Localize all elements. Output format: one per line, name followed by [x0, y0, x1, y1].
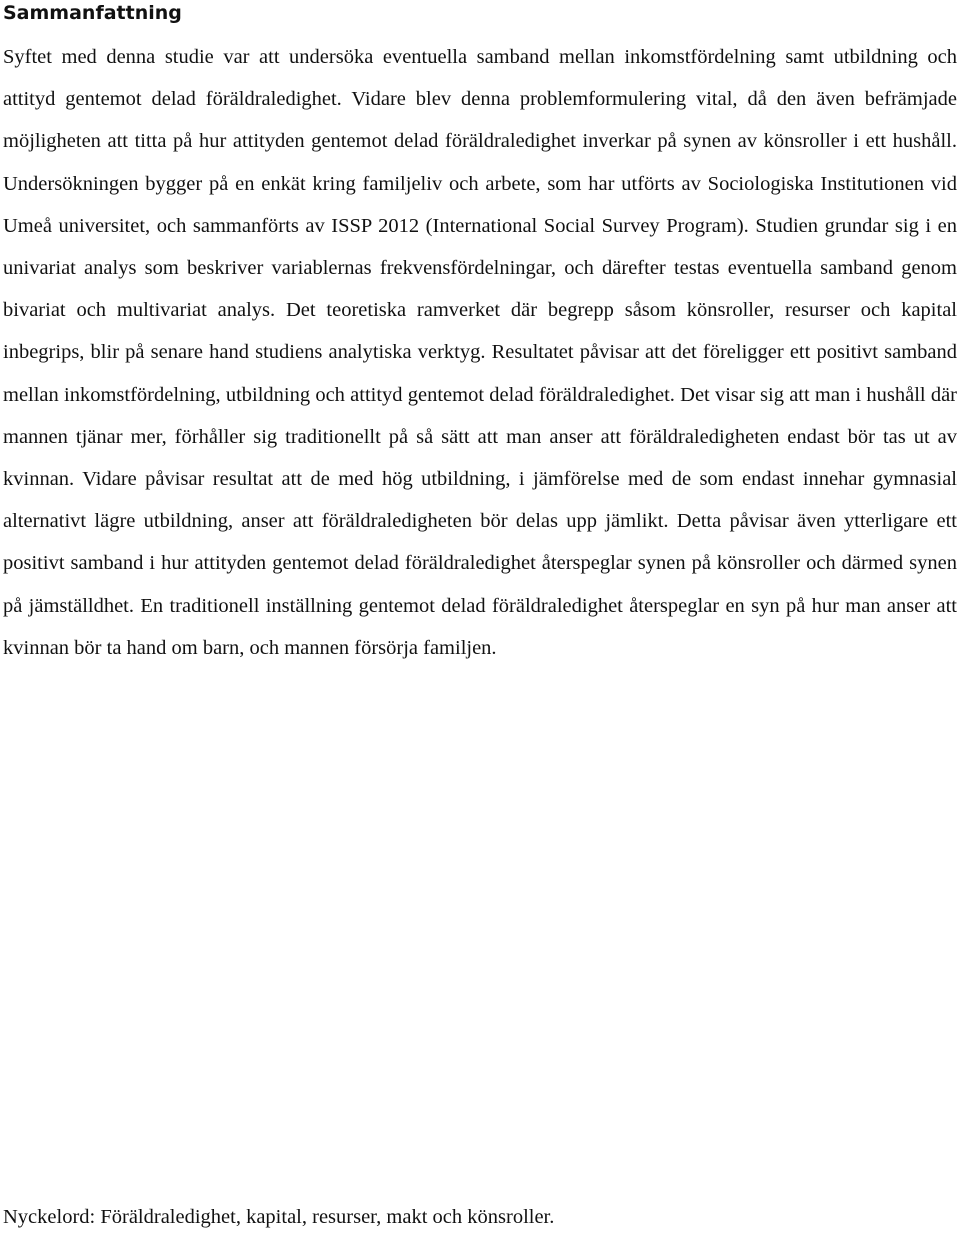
abstract-paragraph: Syftet med denna studie var att undersöka eventuella samband mellan inkomstfördelning samt utbildning och attityd gentemot delad föräldraledighet. Vidare blev denna problemformulering vital, då den även befrämjade möjligheten att titta på hur attityden gentemot delad föräldraledighet inverkar på synen av könsroller i ett hushåll. Undersökningen bygger på en enkät kring familjeliv och arbete, som har utförts av Sociologiska Institutionen vid Umeå universitet, och sammanförts av ISSP 2012 (International Social Survey Program). Studien grundar sig i en univariat analys som beskriver variablernas frekvensfördelningar, och därefter testas eventuella samband genom bivariat och multivariat analys. Det teoretiska ramverket där begrepp såsom könsroller, resurser och kapital inbegrips, blir på senare hand studiens analytiska verktyg. Resultatet påvisar att det föreligger ett positivt samband mellan inkomstfördelning, utbildning och attityd gentemot delad föräldraledighet. Det visar sig att man i hushåll där mannen tjänar mer, förhåller sig traditionellt på så sätt att man anser att föräldraledigheten endast bör tas ut av kvinnan. Vidare påvisar resultat att de med hög utbildning, i jämförelse med de som endast innehar gymnasial alternativt lägre utbildning, anser att föräldraledigheten bör delas upp jämlikt. Detta påvisar även ytterligare ett positivt samband i hur attityden gentemot delad föräldraledighet återspeglar synen på könsroller och därmed synen på jämställdhet. En traditionell inställning gentemot delad föräldraledighet återspeglar en syn på hur man anser att kvinnan bör ta hand om barn, och mannen försörja familjen. [3, 46, 957, 659]
section-heading: Sammanfattning [3, 2, 182, 24]
keywords-line: Nyckelord: Föräldraledighet, kapital, resurser, makt och könsroller. [3, 1206, 555, 1228]
